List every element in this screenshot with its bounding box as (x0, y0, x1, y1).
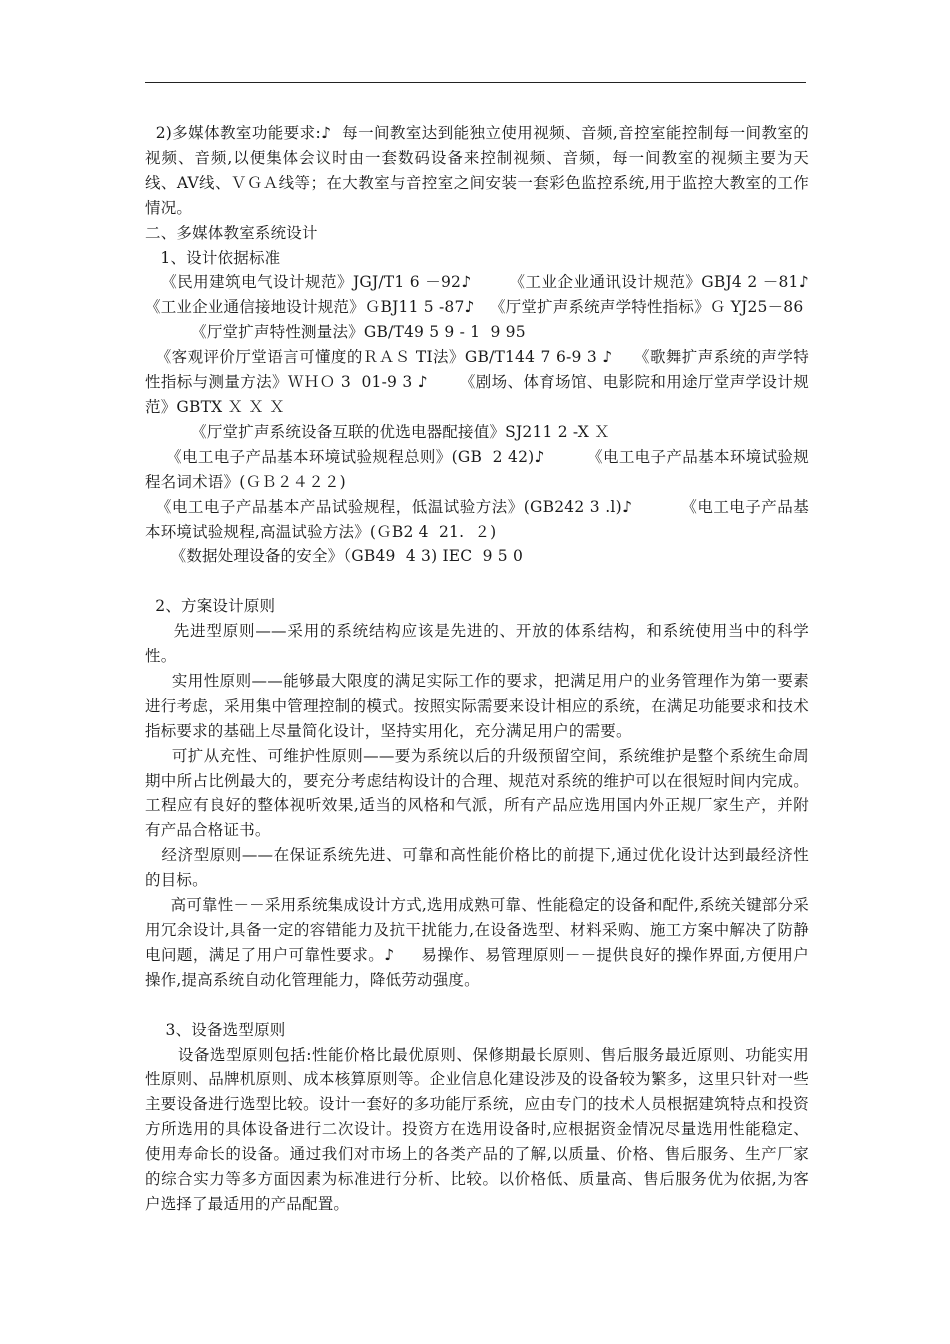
standards-line-1: 《民用建筑电气设计规范》JGJ/T1 6 －92♪ 《工业企业通讯设计规范》GBJ4 2 －81♪《工业企业通信接地设计规范》ＧBJ11 5 -87♪ 《厅堂扩声系统声学特性指标》Ｇ YJ25－86 (145, 273, 809, 317)
standards-line-6: 《电工电子产品基本产品试验规程，低温试验方法》(GB242 3 .l)♪ 《电工电子产品基本环境试验规程,高温试验方法》(ＧB2 4 21. ２) (145, 497, 809, 541)
heading-equipment-selection: 3、设备选型原则 (145, 1020, 286, 1039)
standards-line-4: 《厅堂扩声系统设备互联的优选电器配接值》SJ211 2 -X Ｘ (145, 422, 610, 441)
blank-line (145, 993, 809, 1018)
paragraph-equipment-selection: 设备选型原则包括:性能价格比最优原则、保修期最长原则、售后服务最近原则、功能实用性原则、品牌机原则、成本核算原则等。企业信息化建设涉及的设备较为繁多，这里只针对一些主要设备进行选型比较。设计一套好的多功能厅系统，应由专门的技术人员根据建筑特点和投资方所选用的具体设备进行二次设计。投资方在选用设备时,应根据资金情况尽量选用性能稳定、使用寿命长的设备。通过我们对市场上的各类产品的了解,以质量、价格、售后服务、生产厂家的综合实力等多方面因素为标准进行分析、比较。以价格低、质量高、售后服务优为依据,为客户选择了最适用的产品配置。 (145, 1045, 810, 1213)
paragraph-multimedia-requirements: 2)多媒体教室功能要求:♪ 每一间教室达到能独立使用视频、音频,音控室能控制每一间教室的视频、音频,以便集体会议时由一套数码设备来控制视频、音频，每一间教室的视频主要为天线、AV线、ＶＧＡ线等；在大教室与音控室之间安装一套彩色监控系统,用于监控大教室的工作情况。 (145, 124, 809, 217)
heading-system-design: 二、多媒体教室系统设计 (145, 223, 318, 242)
standards-line-5: 《电工电子产品基本环境试验规程总则》(GB 2 42)♪ 《电工电子产品基本环境试验规程名词术语》(ＧＢ２４２２) (145, 447, 809, 491)
principle-practical: 实用性原则——能够最大限度的满足实际工作的要求，把满足用户的业务管理作为第一要素进行考虑，采用集中管理控制的模式。按照实际需要来设计相应的系统，在满足功能要求和技术指标要求的基础上尽量简化设计，坚持实用化，充分满足用户的需要。 (145, 671, 809, 740)
principle-economic: 经济型原则——在保证系统先进、可靠和高性能价格比的前提下,通过优化设计达到最经济性的目标。 (145, 846, 809, 890)
principle-reliability: 高可靠性－－采用系统集成设计方式,选用成熟可靠、性能稳定的设备和配件,系统关键部分采用冗余设计,具备一定的容错能力及抗干扰能力,在设备选型、材料采购、施工方案中解决了防静电问题，满足了用户可靠性要求。♪ 易操作、易管理原则－－提供良好的操作界面,方便用户操作,提高系统自动化管理能力，降低劳动强度。 (145, 896, 809, 989)
principle-advanced: 先进型原则——采用的系统结构应该是先进的、开放的体系结构，和系统使用当中的科学性。 (145, 622, 809, 666)
header-rule (145, 82, 806, 83)
standards-line-2: 《厅堂扩声特性测量法》GB/T49 5 9 - 1 9 95 (145, 323, 526, 342)
principle-extensible: 可扩从充性、可维护性原则——要为系统以后的升级预留空间，系统维护是整个系统生命周期中所占比例最大的，要充分考虑结构设计的合理、规范对系统的维护可以在很短时间内完成。工程应有良好的整体视听效果,适当的风格和气派，所有产品应选用国内外正规厂家生产，并附有产品合格证书。 (145, 746, 809, 840)
standards-line-3: 《客观评价厅堂语言可懂度的ＲＡＳ TI法》GB/T144 7 6-9 3 ♪ 《歌舞扩声系统的声学特性指标与测量方法》ＷＨＯ 3 01-9 3 ♪ 《剧场、体育场馆、电影院和用途厅堂声学设计规范》GBTX Ｘ Ｘ Ｘ (145, 348, 809, 416)
blank-line (145, 569, 809, 594)
heading-design-standards: 1、设计依据标准 (145, 248, 281, 267)
heading-design-principles: 2、方案设计原则 (145, 597, 276, 616)
document-body (145, 121, 809, 1217)
standards-line-7: 《数据处理设备的安全》（GB49 4 3) IEC 9 5 0 (145, 547, 524, 566)
